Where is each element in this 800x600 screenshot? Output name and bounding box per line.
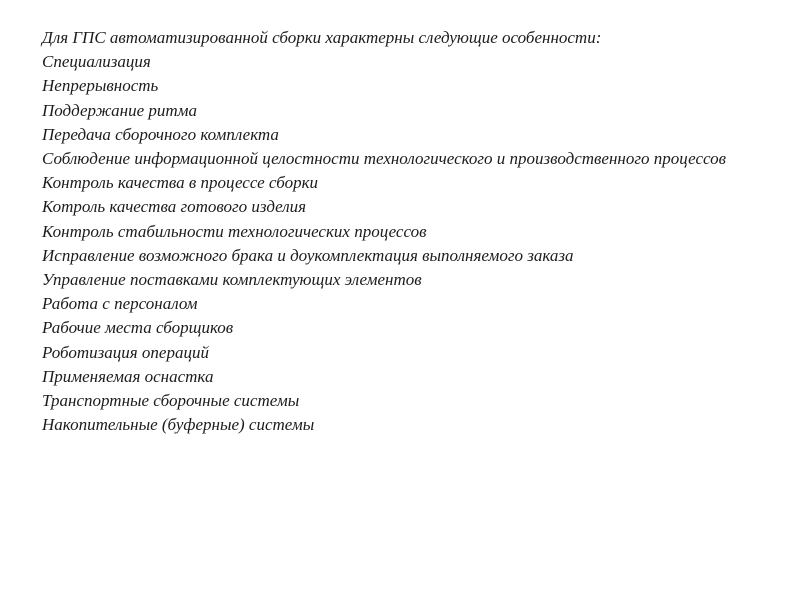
- feature-item-tooling: Применяемая оснастка: [42, 366, 214, 386]
- feature-item-kit-transfer: Передача сборочного комплекта: [42, 124, 279, 144]
- feature-item-information-integrity: Соблюдение информационной целостности технологического и производственного процессов: [42, 149, 727, 169]
- feature-item-assembly-quality-control: Контроль качества в процессе сборки: [42, 173, 319, 193]
- feature-item-final-product-quality-control: Котроль качества готового изделия: [42, 197, 307, 217]
- feature-item-defect-correction: Исправление возможного брака и доукомплектация выполняемого заказа: [42, 245, 574, 265]
- intro-line: Для ГПС автоматизированной сборки характерны следующие особенности:: [42, 28, 602, 47]
- feature-item-buffer-systems: Накопительные (буферные) системы: [42, 415, 315, 435]
- feature-item-rhythm: Поддержание ритма: [42, 100, 198, 120]
- feature-item-specialization: Специализация: [42, 52, 151, 72]
- features-text: [42, 26, 787, 437]
- feature-item-process-stability-control: Контроль стабильности технологических процессов: [42, 221, 427, 241]
- feature-item-robotization: Роботизация операций: [42, 342, 209, 362]
- feature-item-supply-management: Управление поставками комплектующих элементов: [42, 270, 422, 290]
- feature-item-workstations: Рабочие места сборщиков: [42, 318, 234, 338]
- feature-item-personnel: Работа с персоналом: [42, 294, 198, 314]
- feature-item-continuity: Непрерывность: [42, 76, 159, 96]
- feature-item-transport-systems: Транспортные сборочные системы: [42, 391, 300, 411]
